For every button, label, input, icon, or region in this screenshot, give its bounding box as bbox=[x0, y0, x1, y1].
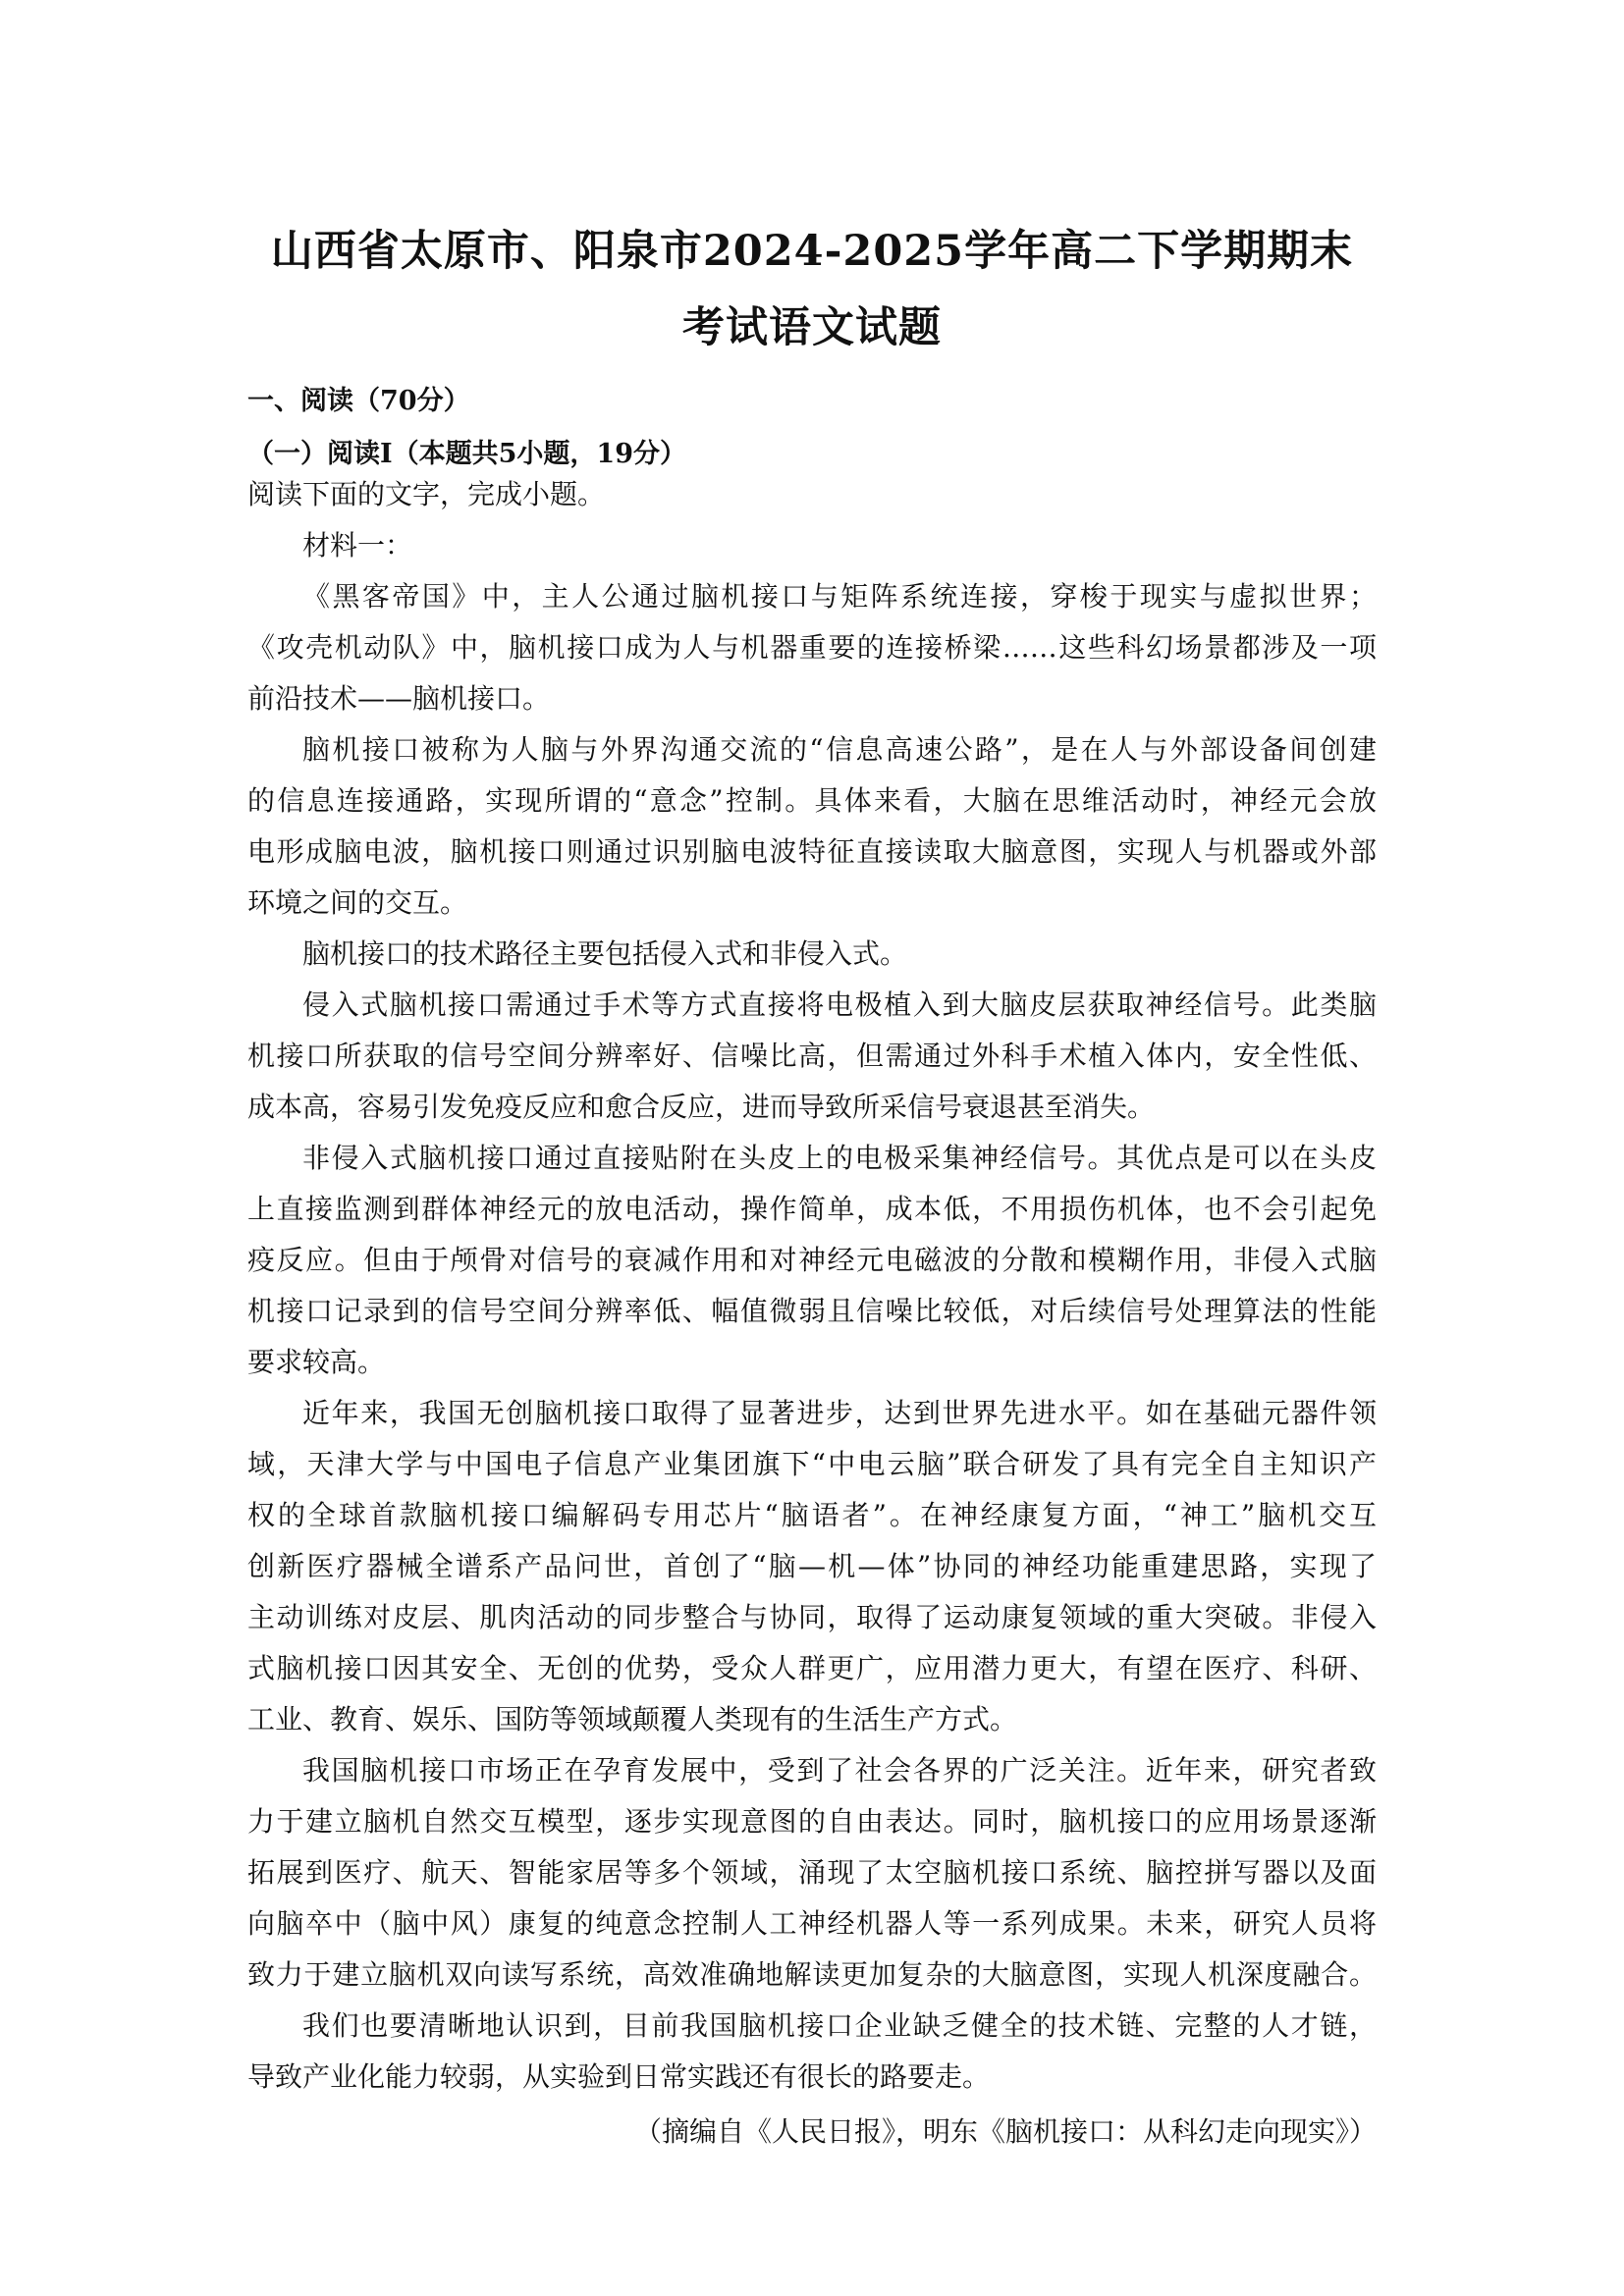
text-line: 脑机接口的技术路径主要包括侵入式和非侵入式。 bbox=[302, 937, 908, 970]
text-line: 电形成脑电波，脑机接口则通过识别脑电波特征直接读取大脑意图，实现人与机器或外部 bbox=[247, 835, 1377, 868]
instruction-text: 阅读下面的文字，完成小题。 bbox=[247, 478, 606, 510]
text-line: 脑机接口被称为人脑与外界沟通交流的“信息高速公路”，是在人与外部设备间创建 bbox=[302, 733, 1377, 766]
text-line: 权的全球首款脑机接口编解码专用芯片“脑语者”。在神经康复方面，“神工”脑机交互 bbox=[247, 1499, 1377, 1531]
section-heading: 一、阅读（70分） bbox=[247, 386, 470, 416]
text-line: 域，天津大学与中国电子信息产业集团旗下“中电云脑”联合研发了具有完全自主知识产 bbox=[247, 1448, 1377, 1480]
text-line: 创新医疗器械全谱系产品问世，首创了“脑—机—体”协同的神经功能重建思路，实现了 bbox=[247, 1550, 1377, 1582]
text-line: 我们也要清晰地认识到，目前我国脑机接口企业缺乏健全的技术链、完整的人才链， bbox=[302, 2009, 1377, 2042]
text-line: 工业、教育、娱乐、国防等领域颠覆人类现有的生活生产方式。 bbox=[247, 1703, 1018, 1735]
text-line: 《攻壳机动队》中，脑机接口成为人与机器重要的连接桥梁……这些科幻场景都涉及一项 bbox=[247, 631, 1377, 664]
text-line: 环境之间的交互。 bbox=[247, 886, 468, 919]
text-line: 拓展到医疗、航天、智能家居等多个领域，涌现了太空脑机接口系统、脑控拼写器以及面 bbox=[247, 1856, 1377, 1889]
text-line: 非侵入式脑机接口通过直接贴附在头皮上的电极采集神经信号。其优点是可以在头皮 bbox=[302, 1142, 1377, 1174]
page-title-line-2: 考试语文试题 bbox=[682, 303, 942, 352]
text-line: 近年来，我国无创脑机接口取得了显著进步，达到世界先进水平。如在基础元器件领 bbox=[302, 1397, 1377, 1429]
text-line: 侵入式脑机接口需通过手术等方式直接将电极植入到大脑皮层获取神经信号。此类脑 bbox=[302, 988, 1377, 1021]
text-line: 向脑卒中（脑中风）康复的纯意念控制人工神经机器人等一系列成果。未来，研究人员将 bbox=[247, 1907, 1377, 1940]
text-line: 机接口记录到的信号空间分辨率低、幅值微弱且信噪比较低，对后续信号处理算法的性能 bbox=[247, 1295, 1377, 1327]
text-line: 疫反应。但由于颅骨对信号的衰减作用和对神经元电磁波的分散和模糊作用，非侵入式脑 bbox=[247, 1244, 1377, 1276]
source-citation: （摘编自《人民日报》，明东《脑机接口：从科幻走向现实》） bbox=[633, 2115, 1377, 2148]
text-line: 机接口所获取的信号空间分辨率好、信噪比高，但需通过外科手术植入体内，安全性低、 bbox=[247, 1040, 1377, 1072]
text-line: 力于建立脑机自然交互模型，逐步实现意图的自由表达。同时，脑机接口的应用场景逐渐 bbox=[247, 1805, 1377, 1838]
text-line: 式脑机接口因其安全、无创的优势，受众人群更广，应用潜力更大，有望在医疗、科研、 bbox=[247, 1652, 1377, 1684]
page-title-line-1: 山西省太原市、阳泉市2024-2025学年高二下学期期末 bbox=[270, 227, 1354, 276]
subsection-heading: （一）阅读Ⅰ（本题共5小题，19分） bbox=[247, 439, 686, 469]
text-line: 上直接监测到群体神经元的放电活动，操作简单，成本低，不用损伤机体，也不会引起免 bbox=[247, 1193, 1377, 1225]
text-line: 前沿技术——脑机接口。 bbox=[247, 682, 551, 715]
text-line: 导致产业化能力较弱，从实验到日常实践还有很长的路要走。 bbox=[247, 2060, 991, 2093]
text-line: 的信息连接通路，实现所谓的“意念”控制。具体来看，大脑在思维活动时，神经元会放 bbox=[247, 784, 1377, 817]
text-line: 《黑客帝国》中，主人公通过脑机接口与矩阵系统连接，穿梭于现实与虚拟世界； bbox=[302, 580, 1377, 613]
text-line: 我国脑机接口市场正在孕育发展中，受到了社会各界的广泛关注。近年来，研究者致 bbox=[302, 1754, 1377, 1787]
text-line: 致力于建立脑机双向读写系统，高效准确地解读更加复杂的大脑意图，实现人机深度融合。 bbox=[247, 1958, 1377, 1991]
text-line: 成本高，容易引发免疫反应和愈合反应，进而导致所采信号衰退甚至消失。 bbox=[247, 1091, 1156, 1123]
text-line: 要求较高。 bbox=[247, 1346, 386, 1378]
text-line: 主动训练对皮层、肌肉活动的同步整合与协同，取得了运动康复领域的重大突破。非侵入 bbox=[247, 1601, 1377, 1633]
material-label: 材料一： bbox=[302, 529, 413, 561]
